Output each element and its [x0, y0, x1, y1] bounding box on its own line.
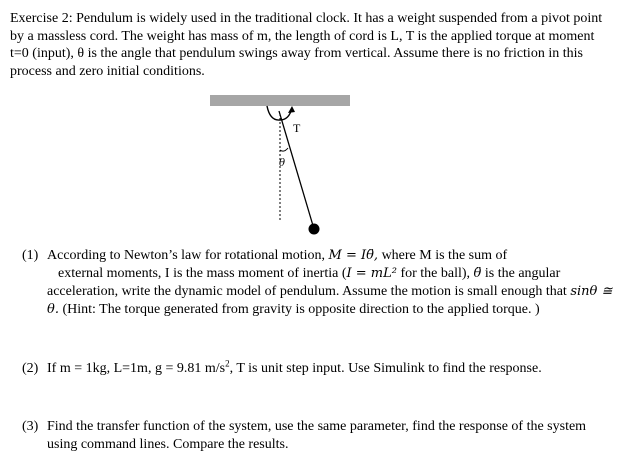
question-text: (Hint: The torque generated from gravity is opposite direction to the applied torque. ): [58, 302, 540, 317]
pendulum-bob: [309, 224, 320, 235]
question-text: for the ball),: [396, 266, 471, 281]
equation-small-angle: sinθ ≅ θ.: [47, 284, 613, 317]
question-text: According to Newton’s law for rotational motion,: [47, 248, 325, 263]
equation-angular-acceleration: θ̈: [473, 266, 482, 281]
question-text: where M is the sum of: [381, 248, 508, 263]
question-text: If m = 1kg, L=1m, g = 9.81 $m/s^2$, T is unit step input. Use Simulink to find the response.: [47, 358, 542, 376]
question-number: (3): [22, 419, 39, 434]
question-number: (2): [22, 361, 39, 376]
angle-arc: [280, 148, 288, 151]
ceiling-bar: [210, 95, 350, 106]
question-number: (1): [22, 248, 39, 263]
question-text: acceleration, write the dynamic model of pendulum. Assume the motion is small enough that: [47, 284, 571, 299]
equation-newton: M = Iθ̈,: [328, 248, 379, 263]
question-1-continuation: [47, 283, 613, 319]
question-1-line-2: [58, 265, 560, 283]
question-text: Find the transfer function of the system, use the same parameter, find the response of the system using command lines. Compare the results.: [47, 419, 587, 452]
pendulum-diagram: [200, 90, 360, 240]
torque-label: T: [293, 121, 301, 135]
exponent: 2: [225, 358, 230, 369]
question-text: external moments, I is the mass moment of inertia (: [58, 266, 347, 281]
question-1-line-1: [47, 247, 507, 265]
exercise-intro: Exercise 2: Pendulum is widely used in the traditional clock. It has a weight suspended from a pivot point by a massless cord. The weight has mass of m, the length of cord is L, T is the applied torque at moment t=0 (input), θ is the angle that pendulum swings away from vertical. Assume there is no friction in this process and zero initial conditions.: [10, 11, 603, 79]
question-text: is the angular: [481, 266, 561, 281]
angle-label: θ: [279, 158, 286, 169]
torque-arrowhead-icon: [288, 106, 295, 113]
equation-inertia: I = mL²: [346, 266, 397, 281]
